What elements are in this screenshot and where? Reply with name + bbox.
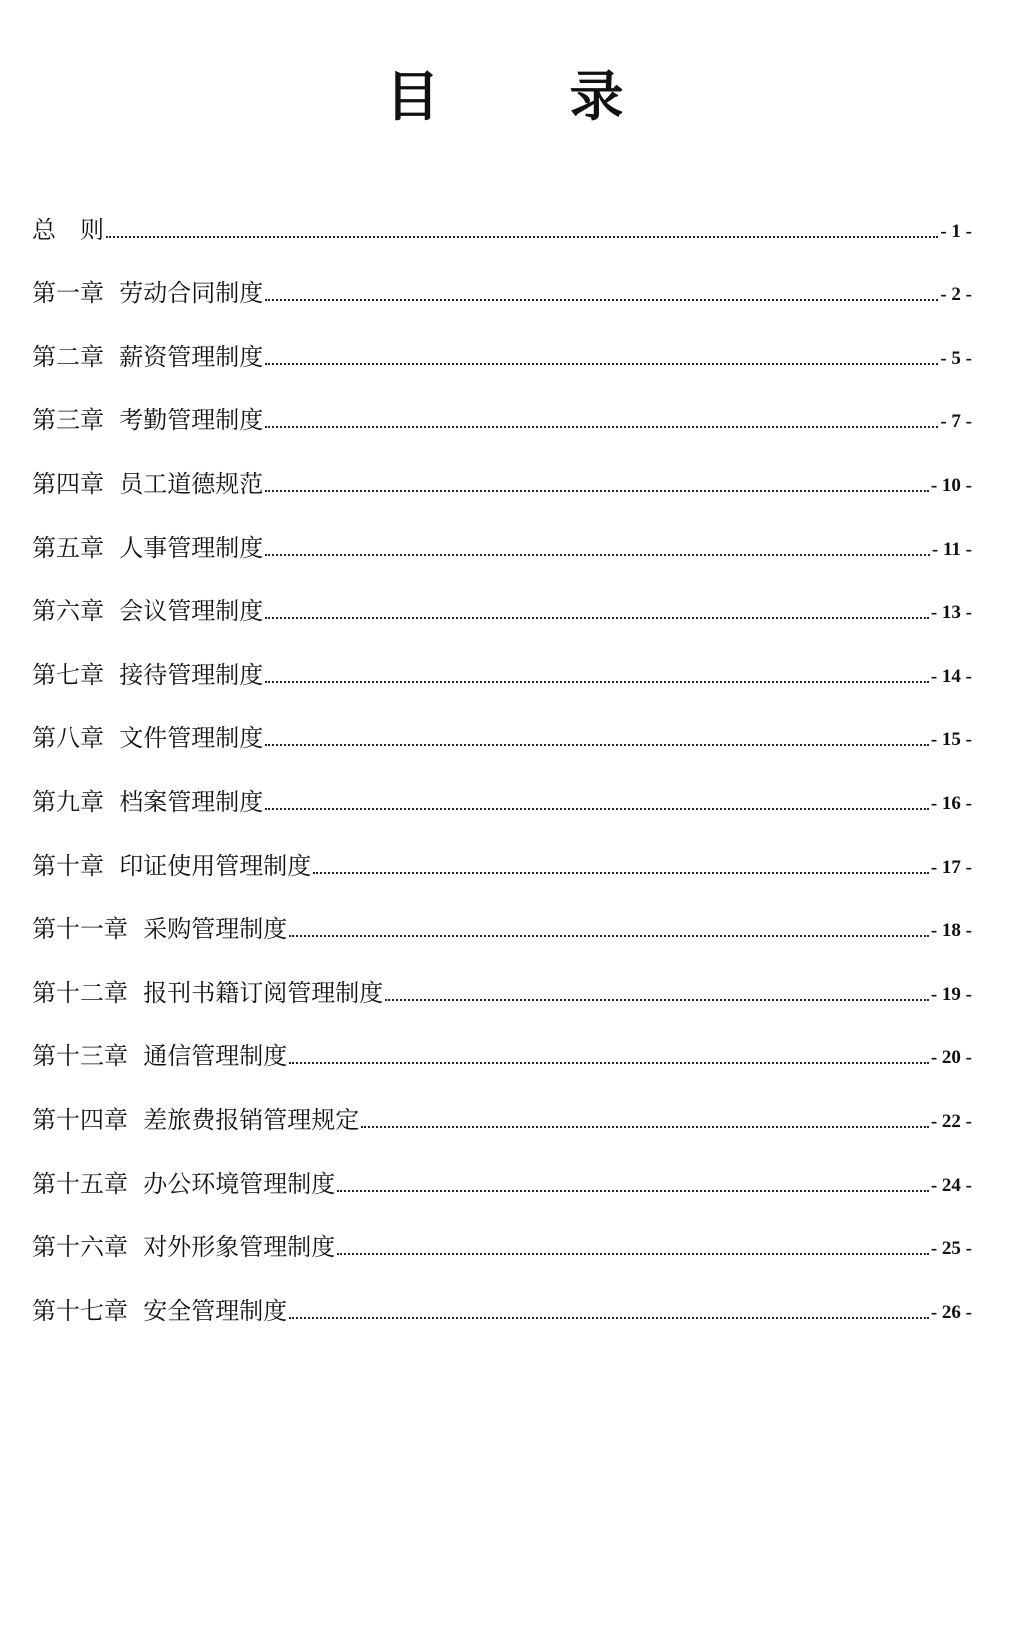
toc-page-number: - 17 - [930, 856, 972, 878]
dot-leader [337, 1252, 929, 1255]
toc-chapter-title: 第四章 员工道德规范 [32, 469, 264, 498]
toc-page-number: - 19 - [930, 983, 972, 1005]
toc-entry[interactable] [32, 878, 972, 942]
toc-entry[interactable] [32, 623, 972, 687]
toc-page-number: - 24 - [930, 1174, 972, 1196]
toc-page-number: - 5 - [940, 347, 972, 369]
toc-page-number: - 16 - [930, 792, 972, 814]
toc-page-number: - 11 - [931, 538, 972, 560]
dot-leader [265, 553, 930, 556]
toc-entry[interactable] [32, 242, 972, 306]
toc-entry[interactable] [32, 1005, 972, 1069]
dot-leader [106, 235, 938, 238]
toc-entry[interactable] [32, 814, 972, 878]
toc-entry[interactable] [32, 941, 972, 1005]
toc-page-number: - 2 - [940, 284, 972, 306]
toc-chapter-title: 第十章 印证使用管理制度 [32, 851, 312, 880]
toc-chapter-title: 第十五章 办公环境管理制度 [32, 1169, 336, 1198]
dot-leader [265, 298, 938, 301]
toc-entry[interactable] [32, 432, 972, 496]
dot-leader [265, 680, 929, 683]
toc-entry[interactable] [32, 369, 972, 433]
toc-page-number: - 18 - [930, 920, 972, 942]
toc-chapter-title: 第十二章 报刊书籍订阅管理制度 [32, 978, 384, 1007]
dot-leader [361, 1125, 929, 1128]
toc-page-number: - 22 - [930, 1110, 972, 1132]
toc-chapter-title: 第九章 档案管理制度 [32, 787, 264, 816]
toc-page-number: - 10 - [930, 474, 972, 496]
toc-chapter-title: 第三章 考勤管理制度 [32, 406, 264, 435]
dot-leader [265, 362, 938, 365]
dot-leader [289, 1316, 929, 1319]
toc-chapter-title: 第八章 文件管理制度 [32, 724, 264, 753]
toc-chapter-title: 第十六章 对外形象管理制度 [32, 1233, 336, 1262]
toc-chapter-title: 第二章 薪资管理制度 [32, 342, 264, 371]
toc-entry[interactable] [32, 560, 972, 624]
toc-entry[interactable] [32, 750, 972, 814]
toc-chapter-title: 第七章 接待管理制度 [32, 660, 264, 689]
toc-entry[interactable] [32, 1259, 972, 1323]
toc-entry[interactable] [32, 687, 972, 751]
dot-leader [337, 1189, 929, 1192]
dot-leader [289, 934, 929, 937]
toc-page-number: - 25 - [930, 1238, 972, 1260]
toc-list [32, 178, 972, 1323]
dot-leader [265, 807, 929, 810]
toc-page-number: - 1 - [940, 220, 972, 242]
dot-leader [289, 1061, 929, 1064]
toc-entry[interactable] [32, 1196, 972, 1260]
toc-page-number: - 14 - [930, 665, 972, 687]
dot-leader [385, 998, 929, 1001]
dot-leader [313, 871, 929, 874]
dot-leader [265, 425, 938, 428]
toc-chapter-title: 第十三章 通信管理制度 [32, 1042, 288, 1071]
toc-page-number: - 20 - [930, 1047, 972, 1069]
toc-entry[interactable] [32, 305, 972, 369]
dot-leader [265, 489, 929, 492]
toc-page-number: - 26 - [930, 1301, 972, 1323]
dot-leader [265, 743, 929, 746]
toc-chapter-title: 第五章 人事管理制度 [32, 533, 264, 562]
toc-chapter-title: 第十一章 采购管理制度 [32, 915, 288, 944]
toc-entry[interactable] [32, 1132, 972, 1196]
toc-chapter-title: 总 则 [32, 215, 104, 244]
toc-page-number: - 7 - [940, 411, 972, 433]
page-title: 目 录 [385, 65, 662, 128]
toc-entry[interactable] [32, 496, 972, 560]
toc-page-number: - 15 - [930, 729, 972, 751]
toc-chapter-title: 第十四章 差旅费报销管理规定 [32, 1105, 360, 1134]
toc-chapter-title: 第十七章 安全管理制度 [32, 1296, 288, 1325]
toc-entry[interactable] [32, 1068, 972, 1132]
toc-chapter-title: 第六章 会议管理制度 [32, 597, 264, 626]
toc-page-number: - 13 - [930, 602, 972, 624]
toc-entry[interactable] [32, 178, 972, 242]
toc-chapter-title: 第一章 劳动合同制度 [32, 279, 264, 308]
dot-leader [265, 616, 929, 619]
